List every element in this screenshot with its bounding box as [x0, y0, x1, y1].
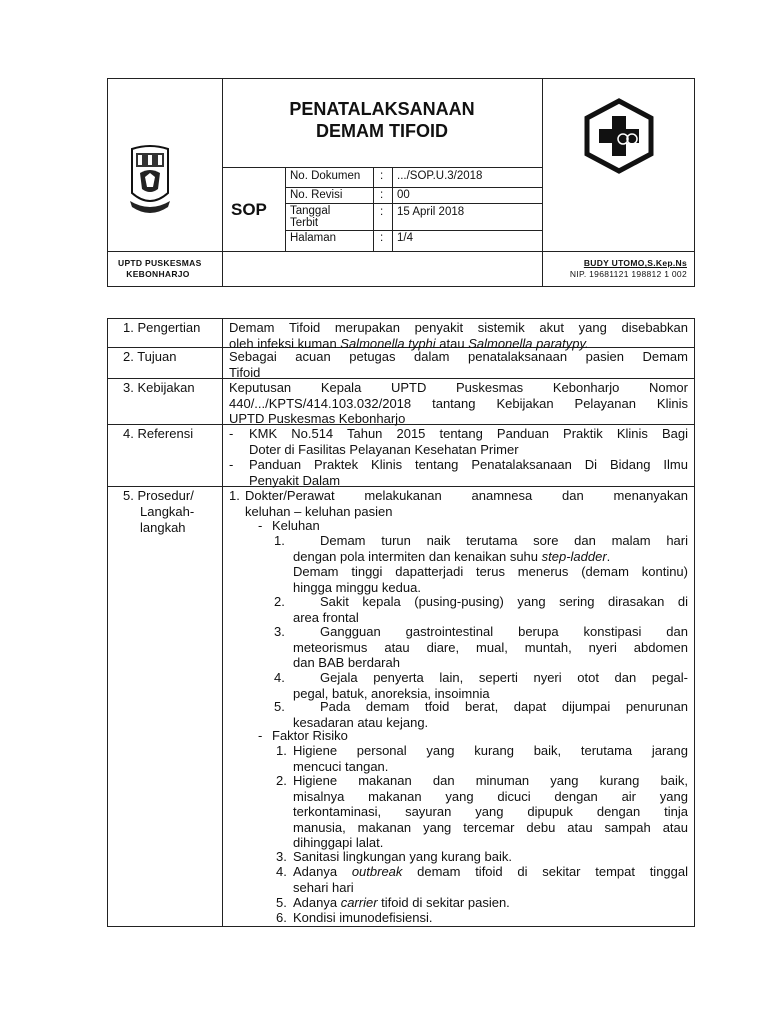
row-label-kebijakan: 3. Kebijakan — [123, 380, 195, 395]
title-line: DEMAM TIFOID — [316, 121, 448, 141]
meta-value-dokumen: .../SOP.U.3/2018 — [397, 170, 483, 182]
text-fragment: Adanya — [293, 864, 352, 879]
text-line: 440/.../KPTS/414.103.032/2018 tantang Kebijakan Pelayanan Klinis — [229, 395, 688, 411]
referensi-item — [249, 426, 688, 457]
term: step-ladder — [541, 548, 607, 564]
text-line — [293, 895, 688, 911]
label-line: langkah — [140, 520, 186, 535]
text-line: Demam Tifoid merupakan penyakit sistemik akut yang disebabkan — [229, 320, 688, 335]
item-number: 3. — [276, 849, 287, 864]
institution-name — [118, 258, 202, 280]
keluhan-item — [293, 670, 688, 701]
faktor-title: Faktor Risiko — [272, 728, 348, 743]
title-line: PENATALAKSANAAN — [289, 99, 475, 119]
tujuan-text — [229, 349, 688, 380]
text-line: Higiene makanan dan minuman yang kurang baik, — [293, 773, 688, 788]
meta-value-tanggal: 15 April 2018 — [397, 206, 465, 218]
text-line: dan BAB berdarah — [293, 655, 400, 671]
item-number: 3. — [274, 624, 285, 639]
item-number: 1. — [274, 533, 285, 548]
text-fragment: atau — [435, 335, 469, 351]
faktor-item — [293, 864, 688, 895]
institution-line: UPTD PUSKESMAS — [118, 258, 202, 268]
meta-sep: : — [380, 206, 384, 218]
text-line: Penyakit Dalam — [249, 472, 341, 488]
item-number: 4. — [276, 864, 287, 879]
text-line: Keputusan Kepala UPTD Puskesmas Kebonharjo Nomor — [229, 380, 688, 395]
text-fragment: Adanya — [293, 895, 341, 910]
keluhan-item — [293, 624, 688, 671]
divider — [392, 167, 393, 251]
keluhan-item — [293, 533, 688, 595]
text-line: kesadaran atau kejang. — [293, 714, 429, 730]
faktor-item — [293, 849, 688, 865]
text-line: Tifoid — [229, 364, 261, 380]
text-line: pegal, batuk, anoreksia, insoimnia — [293, 685, 490, 701]
step-number: 1. — [229, 488, 240, 503]
divider — [285, 187, 542, 188]
item-number: 2. — [276, 773, 287, 788]
item-number: 6. — [276, 910, 287, 925]
meta-label-halaman: Halaman — [290, 232, 337, 244]
text-line: sehari hari — [293, 879, 354, 895]
item-number: 5. — [274, 699, 285, 714]
meta-value-revisi: 00 — [397, 189, 410, 201]
signer-name: BUDY UTOMO,S.Kep.Ns — [583, 258, 687, 268]
faktor-item — [293, 910, 688, 926]
keluhan-item — [293, 594, 688, 625]
text-line: Demam tinggi dapatterjadi terus menerus (demam kontinu) — [293, 564, 688, 580]
text-fragment: . — [606, 548, 611, 564]
institution-line: KEBONHARJO — [126, 269, 190, 279]
bullet-dash: - — [229, 457, 234, 472]
text-line: manusia, makanan yang tercemar debu atau sampah atau — [293, 819, 688, 835]
text-line: Pada demam tfoid berat, dapat dijumpai penurunan — [320, 699, 688, 714]
regional-emblem-icon — [128, 143, 172, 221]
label-line: 5. Prosedur/ — [123, 488, 194, 503]
kebijakan-text — [229, 380, 688, 427]
text-line: Gejala penyerta lain, seperti nyeri otot dan pegal- — [320, 670, 688, 685]
meta-label-dokumen: No. Dokumen — [290, 170, 361, 182]
meta-sep: : — [380, 170, 384, 182]
item-number: 5. — [276, 895, 287, 910]
text-fragment: oleh infeksi kuman — [229, 335, 341, 351]
referensi-item — [249, 457, 688, 488]
text-line: Dokter/Perawat melakukanan anamnesa dan menanyakan — [245, 488, 688, 503]
text-line: Kondisi imunodefisiensi. — [293, 910, 433, 925]
faktor-item — [293, 773, 688, 851]
puskesmas-cross-icon — [583, 98, 655, 174]
bullet-dash: - — [258, 518, 263, 533]
text-line — [293, 864, 688, 880]
text-line: terkontaminasi, sayuran yang dipupuk dengan tinja — [293, 804, 688, 820]
label-line: Langkah- — [140, 504, 195, 519]
divider — [222, 167, 542, 168]
divider — [285, 203, 542, 204]
item-number: 1. — [276, 743, 287, 758]
divider — [542, 78, 543, 287]
document-title — [222, 98, 542, 142]
row-label-tujuan: 2. Tujuan — [123, 349, 177, 364]
divider — [222, 318, 223, 927]
text-line: Higiene personal yang kurang baik, terutama jarang — [293, 743, 688, 758]
bullet-dash: - — [229, 426, 234, 441]
text-fragment: dengan pola intermiten dan kenaikan suhu — [293, 548, 542, 564]
text-line: Sakit kepala (pusing-pusing) yang sering dirasakan di — [320, 594, 688, 609]
divider — [107, 251, 695, 252]
text-line: area frontal — [293, 609, 359, 625]
row-label-pengertian: 1. Pengertian — [123, 320, 201, 335]
meta-label-tanggal: Tanggal Terbit — [290, 205, 331, 229]
row-label-referensi: 4. Referensi — [123, 426, 194, 441]
faktor-item — [293, 895, 688, 911]
text-line — [293, 549, 688, 565]
pengertian-text — [229, 320, 688, 351]
divider — [373, 167, 374, 251]
text-line: meteorismus atau diare, mual, muntah, nyeri abdomen — [293, 639, 688, 655]
text-line: UPTD Puskesmas Kebonharjo — [229, 411, 406, 427]
text-line: Doter di Fasilitas Pelayanan Kesehatan Primer — [249, 441, 519, 457]
meta-label-revisi: No. Revisi — [290, 189, 343, 201]
text-line: Sebagai acuan petugas dalam penatalaksanaan pasien Demam — [229, 349, 688, 364]
text-line: keluhan – keluhan pasien — [245, 503, 393, 519]
item-number: 2. — [274, 594, 285, 609]
signer-nip: NIP. 19681121 198812 1 002 — [569, 269, 687, 279]
divider — [285, 167, 286, 251]
text-line: Demam turun naik terutama sore dan malam hari — [320, 533, 688, 548]
text-line: dihinggapi lalat. — [293, 835, 384, 851]
text-line: misalnya makanan yang dicuci dengan air yang — [293, 788, 688, 804]
term: outbreak — [351, 864, 403, 879]
text-line: mencuci tangan. — [293, 758, 389, 774]
text-fragment: tifoid di sekitar pasien. — [377, 895, 510, 910]
item-number: 4. — [274, 670, 285, 685]
step1-text — [245, 488, 688, 519]
keluhan-title: Keluhan — [272, 518, 320, 533]
text-line: Gangguan gastrointestinal berupa konstipasi dan — [320, 624, 688, 639]
faktor-item — [293, 743, 688, 774]
keluhan-item — [293, 699, 688, 730]
bullet-dash: - — [258, 728, 263, 743]
text-line: Sanitasi lingkungan yang kurang baik. — [293, 849, 512, 864]
sop-label: SOP — [231, 200, 267, 219]
text-fragment: demam tifoid di sekitar tempat tinggal — [402, 864, 688, 879]
species-name: Salmonella paratypy. — [468, 335, 589, 351]
species-name: Salmonella typhi — [340, 335, 436, 351]
row-label-prosedur — [123, 488, 194, 536]
meta-sep: : — [380, 232, 384, 244]
text-line: hingga minggu kedua. — [293, 579, 421, 595]
text-line: Panduan Praktek Klinis tentang Penatalaksanaan Di Bidang Ilmu — [249, 457, 688, 472]
meta-value-halaman: 1/4 — [397, 232, 413, 244]
meta-sep: : — [380, 189, 384, 201]
text-line: KMK No.514 Tahun 2015 tentang Panduan Praktik Klinis Bagi — [249, 426, 688, 441]
divider — [285, 230, 542, 231]
term: carrier — [340, 895, 378, 910]
